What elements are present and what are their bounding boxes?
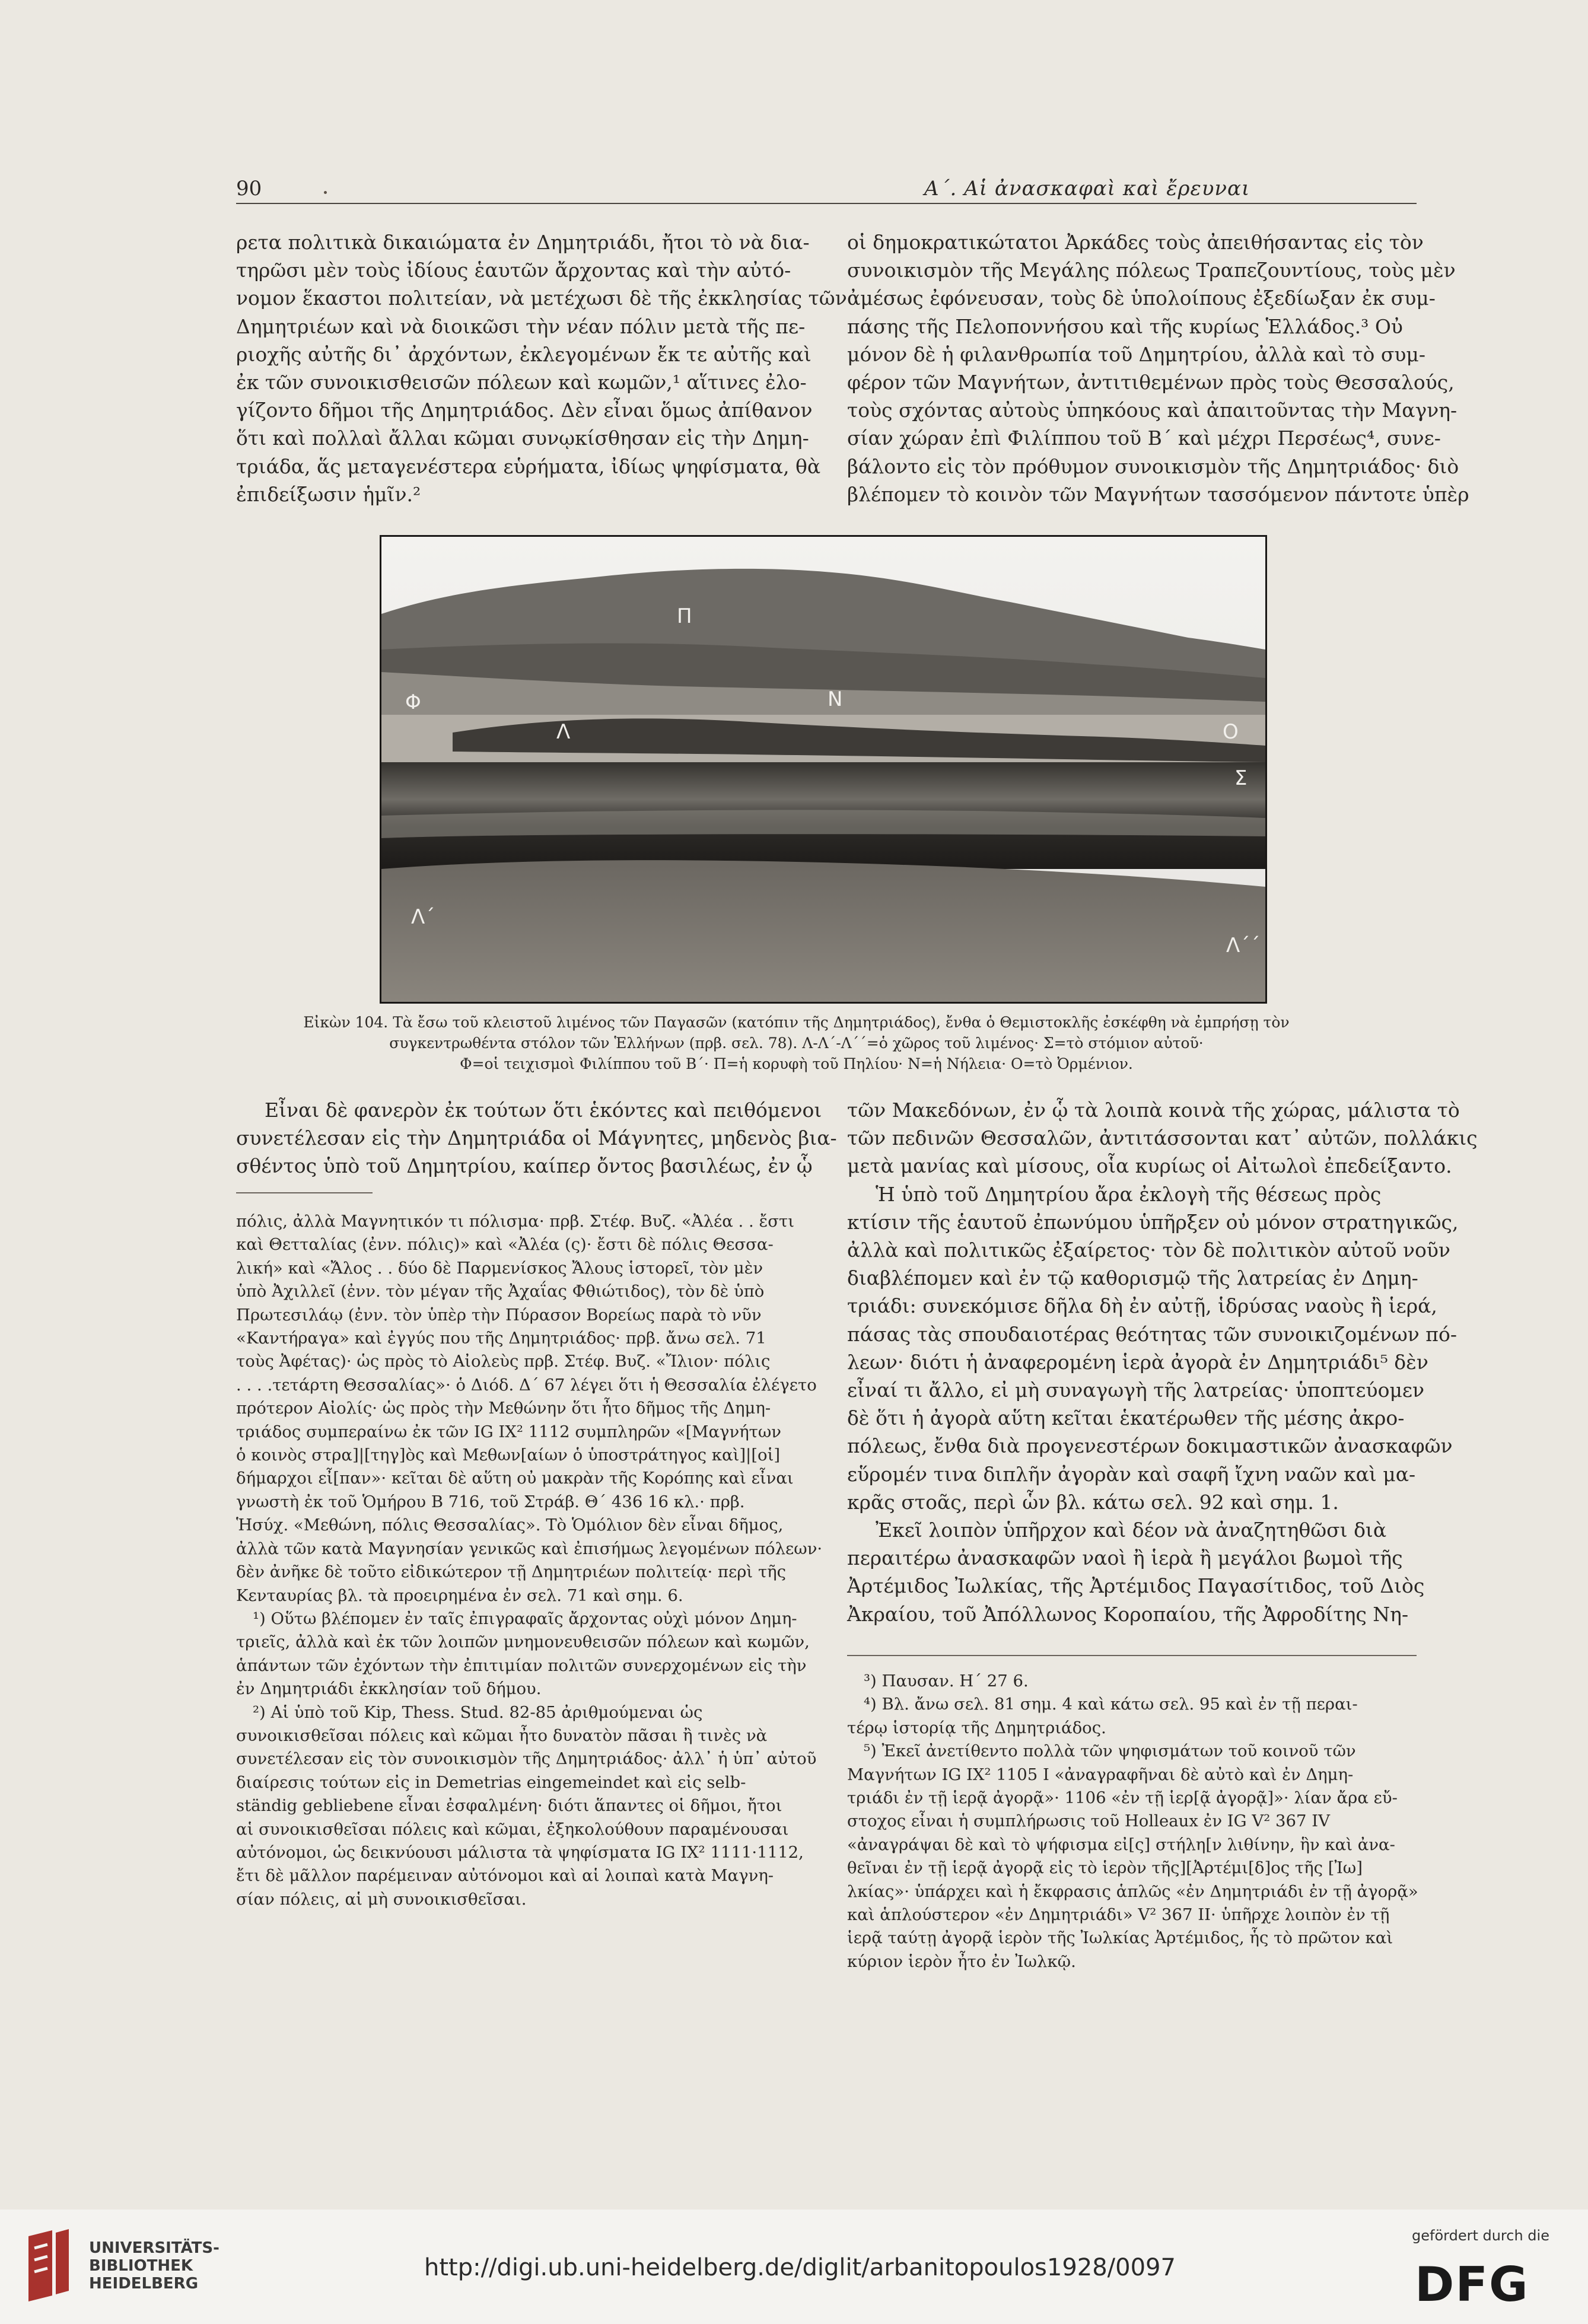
digital-object-url[interactable]: http://digi.ub.uni-heidelberg.de/diglit/arbanitopoulos1928/0097 [424, 2254, 1176, 2281]
library-name-line: UNIVERSITÄTS- [89, 2239, 219, 2257]
footnote-line: Ἡσύχ. «Μεθώνη, πόλις Θεσσαλίας». Τὸ Ὁμόλιον δὲν εἶναι δῆμος, [236, 1516, 784, 1535]
text-line: τριάδα, ἅς μεταγενέστερα εὑρήματα, ἰδίως ψηφίσματα, θὰ [236, 454, 821, 478]
label-lambda: Λ [556, 720, 571, 744]
footnote-line: ὁ κοινὸς στρα]|[τηγ]ὸς καὶ Μεθων[αίων ὁ ὑποστράτηγος καὶ]|[οἱ] [236, 1446, 781, 1465]
text-line: τριάδι: συνεκόμισε δῆλα δὴ ἐν αὐτῇ, ἱδρύσας ναοὺς ἢ ἱερά, [847, 1294, 1437, 1318]
footnote-rule [847, 1655, 1417, 1656]
text-line: ὅτι καὶ πολλαὶ ἄλλαι κῶμαι συνῳκίσθησαν εἰς τὴν Δημη- [236, 426, 809, 450]
ink-dot [324, 191, 327, 194]
footnote-line: ⁴) Βλ. ἄνω σελ. 81 σημ. 4 καὶ κάτω σελ. 95 καὶ ἐν τῇ περαι- [864, 1695, 1358, 1714]
label-phi: Φ [405, 690, 421, 714]
label-lambda-prime: Λ΄ [411, 905, 435, 929]
text-line: σίαν χώραν ἐπὶ Φιλίππου τοῦ Β΄ καὶ μέχρι Περσέως⁴, συνε- [847, 426, 1441, 450]
text-line: σθέντος ὑπὸ τοῦ Δημητρίου, καίπερ ὄντος βασιλέως, ἐν ᾧ [236, 1154, 813, 1178]
text-line: νομον ἕκαστοι πολιτείαν, νὰ μετέχωσι δὲ τῆς ἐκκλησίας τῶν [236, 286, 847, 310]
header-rule [236, 203, 1417, 204]
text-line: πόλεως, ἔνθα διὰ προγενεστέρων δοκιμαστικῶν ἀνασκαφῶν [847, 1434, 1453, 1458]
footnote-line: συνετέλεσαν εἰς τὸν συνοικισμὸν τῆς Δημητριάδος· ἀλλ᾽ ἡ ὑπ᾽ αὐτοῦ [236, 1749, 817, 1769]
paragraph [236, 1096, 837, 1180]
figure-caption [270, 1012, 1323, 1074]
footnote-line: ³) Παυσαν. Η΄ 27 6. [864, 1672, 1029, 1691]
footnote-line: Κενταυρίας βλ. τὰ προειρημένα ἐν σελ. 71 καὶ σημ. 6. [236, 1586, 683, 1605]
label-sigma: Σ [1234, 766, 1248, 790]
text-line: γίζοντο δῆμοι τῆς Δημητριάδος. Δὲν εἶναι ὅμως ἀπίθανον [236, 399, 813, 422]
text-line: λεων· διότι ἡ ἀναφερομένη ἱερὰ ἀγορὰ ἐν Δημητριάδι⁵ δὲν [847, 1350, 1428, 1374]
label-nu: Ν [828, 687, 843, 711]
footnotes-right [847, 1670, 1417, 1973]
footnote-line: θεῖναι ἐν τῇ ἱερᾷ ἀγορᾷ εἰς τὸ ἱερὸν τῆς][Ἀρτέμι[δ]ος τῆς [Ἰω] [847, 1858, 1363, 1878]
footnote-line: ὑπὸ Ἀχιλλεῖ (ἐνν. τὸν μέγαν τῆς Ἀχαΐας Φθιώτιδος), τὸν δὲ ὑπὸ [236, 1282, 765, 1301]
running-head [236, 177, 1417, 206]
text-line: ἐπιδείξωσιν ἡμῖν.² [236, 482, 421, 506]
text-line: κρᾶς στοᾶς, περὶ ὧν βλ. κάτω σελ. 92 καὶ σημ. 1. [847, 1490, 1339, 1514]
text-line: τηρῶσι μὲν τοὺς ἰδίους ἑαυτῶν ἄρχοντας καὶ τὴν αὐτό- [236, 259, 791, 282]
caption-line: συγκεντρωθέντα στόλον τῶν Ἑλλήνων (πρβ. σελ. 78). Λ-Λ΄-Λ΄΄=ὁ χῶρος τοῦ λιμένος· Σ=τὸ στόμιον αὐτοῦ· [389, 1034, 1204, 1052]
text-line: φέρον τῶν Μαγνήτων, ἀντιτιθεμένων πρὸς τοὺς Θεσσαλούς, [847, 371, 1455, 394]
footnote-line: «Καντήραγα» καὶ ἐγγύς που τῆς Δημητριάδος· πρβ. ἄνω σελ. 71 [236, 1329, 766, 1348]
column-left-top [236, 228, 847, 508]
text-line: πάσας τὰς σπουδαιοτέρας θεότητας τῶν συνοικιζομένων πό- [847, 1322, 1457, 1346]
footnote-line: ständig gebliebene εἶναι ἐσφαλμένη· διότι ἅπαντες οἱ δῆμοι, ἤτοι [236, 1796, 782, 1816]
footnote-line: διαίρεσις τούτων εἰς in Demetrias eingemeindet καὶ εἰς selb- [236, 1772, 746, 1792]
text-line: οἱ δημοκρατικώτατοι Ἀρκάδες τοὺς ἀπειθήσαντας εἰς τὸν [847, 231, 1424, 254]
page-number: 90 [236, 177, 262, 200]
footnote-line: δὲν ἀνῆκε δὲ τοῦτο εἰδικώτερον τῇ Δημητριέων πολιτείᾳ· περὶ τῆς [236, 1562, 787, 1582]
text-line: ἐκ τῶν συνοικισθεισῶν πόλεων καὶ κωμῶν,¹ αἵτινες ἐλο- [236, 371, 807, 394]
footnote-line: λκίας»· ὑπάρχει καὶ ἡ ἔκφρασις ἁπλῶς «ἐν Δημητριάδι ἐν τῇ ἀγορᾷ» [847, 1882, 1418, 1901]
paragraph [847, 1096, 1478, 1628]
footnote-line: ἁπάντων τῶν ἐχόντων τὴν ἐπιτιμίαν πολιτῶν συνερχομένων εἰς τὴν [236, 1656, 807, 1675]
footnote-line: Μαγνήτων IG IX² 1105 I «ἀναγραφῆναι δὲ αὐτὸ καὶ ἐν Δημη- [847, 1765, 1354, 1784]
paragraph [236, 228, 847, 508]
text-line: συνετέλεσαν εἰς τὴν Δημητριάδα οἱ Μάγνητες, μηδενὸς βια- [236, 1126, 837, 1150]
footnote-line: . . . .τετάρτη Θεσσαλίας»· ὁ Διόδ. Δ΄ 67 λέγει ὅτι ἡ Θεσσαλία ἐλέγετο [236, 1375, 817, 1395]
footnote-line: τριάδος συμπεραίνω ἐκ τῶν IG IX² 1112 συμπληρῶν «[Μαγνήτων [236, 1422, 782, 1441]
text-line: Ἀκραίου, τοῦ Ἀπόλλωνος Κοροπαίου, τῆς Ἀφροδίτης Νη- [847, 1602, 1409, 1626]
footnote-line: καὶ Θετταλίας (ἐνν. πόλις)» καὶ «Ἀλέα (ς)· ἔστι δὲ πόλις Θεσσα- [236, 1235, 774, 1255]
text-line: ριοχῆς αὐτῆς δι᾽ ἀρχόντων, ἐκλεγομένων ἔκ τε αὐτῆς καὶ [236, 342, 811, 366]
label-lambda-double-prime: Λ΄΄ [1226, 934, 1261, 957]
footnote-line: ¹) Οὕτω βλέπομεν ἐν ταῖς ἐπιγραφαῖς ἄρχοντας οὐχὶ μόνον Δημη- [253, 1609, 797, 1628]
caption-line: Φ=οἱ τειχισμοὶ Φιλίππου τοῦ Β΄· Π=ἡ κορυφὴ τοῦ Πηλίου· Ν=ἡ Νήλεια· Ο=τὸ Ὀρμένιον. [460, 1055, 1133, 1072]
text-line: Ἀρτέμιδος Ἰωλκίας, τῆς Ἀρτέμιδος Παγασίτιδος, τοῦ Διὸς [847, 1574, 1425, 1598]
footnote-line: σίαν πόλεις, αἱ μὴ συνοικισθεῖσαι. [236, 1889, 527, 1909]
text-line: Δημητριέων καὶ νὰ διοικῶσι τὴν νέαν πόλιν μετὰ τῆς πε- [236, 314, 806, 338]
footnote-line: καὶ ἁπλούστερον «ἐν Δημητριάδι» V² 367 II· ὑπῆρχε λοιπὸν ἐν τῇ [847, 1905, 1390, 1925]
text-line: εὕρομέν τινα διπλῆν ἀγορὰν καὶ σαφῆ ἴχνη ναῶν καὶ μα- [847, 1462, 1416, 1486]
footnote-line: αἱ συνοικισθεῖσαι πόλεις καὶ κῶμαι, ἐξηκολούθουν παραμένουσαι [236, 1819, 789, 1839]
label-pi: Π [677, 604, 692, 628]
library-name-line: BIBLIOTHEK [89, 2257, 193, 2275]
text-line: ἀμέσως ἐφόνευσαν, τοὺς δὲ ὑπολοίπους ἐξεδίωξαν ἐκ συμ- [847, 286, 1436, 310]
text-line: τῶν Μακεδόνων, ἐν ᾧ τὰ λοιπὰ κοινὰ τῆς χώρας, μάλιστα τὸ [847, 1099, 1460, 1122]
foreground-marsh [381, 860, 1265, 1002]
text-line: διαβλέπομεν καὶ ἐν τῷ καθορισμῷ τῆς λατρείας ἐν Δημη- [847, 1266, 1418, 1290]
text-line: Ἐκεῖ λοιπὸν ὑπῆρχον καὶ δέον νὰ ἀναζητηθῶσι διὰ [876, 1518, 1387, 1542]
text-line: μετὰ μανίας καὶ μίσους, οἷα κυρίως οἱ Αἰτωλοὶ ἐπεδείξαντο. [847, 1154, 1452, 1178]
footnote-line: ἐν Δημητριάδι ἐκκλησίαν τοῦ δήμου. [236, 1679, 542, 1699]
footnote-line: ἱερᾷ ταύτῃ ἀγορᾷ ἱερὸν τῆς Ἰωλκίας Ἀρτέμιδος, ἧς τὸ πρῶτον καὶ [847, 1928, 1393, 1948]
section-title: Α΄. Αἱ ἀνασκαφαὶ καὶ ἔρευναι [924, 177, 1250, 200]
harbor-photograph [380, 535, 1267, 1004]
text-line: περαιτέρω ἀνασκαφῶν ναοὶ ἢ ἱερὰ ἢ μεγάλοι βωμοὶ τῆς [847, 1546, 1403, 1570]
footnote-line: συνοικισθεῖσαι πόλεις καὶ κῶμαι ἦτο δυνατὸν πᾶσαι ἢ τινὲς νὰ [236, 1726, 768, 1745]
footnote-line: πόλις, ἀλλὰ Μαγνητικόν τι πόλισμα· πρβ. Στέφ. Βυζ. «Ἀλέα . . ἔστι [236, 1212, 795, 1231]
footnote-line: ⁵) Ἐκεῖ ἀνετίθεντο πολλὰ τῶν ψηφισμάτων τοῦ κοινοῦ τῶν [864, 1742, 1356, 1761]
column-left-middle [236, 1096, 837, 1180]
text-line: ρετα πολιτικὰ δικαιώματα ἐν Δημητριάδι, ἤτοι τὸ νὰ δια- [236, 231, 810, 254]
text-line: εἶναί τι ἄλλο, εἰ μὴ συναγωγὴ τῆς λατρείας· ὑποπτεύομεν [847, 1379, 1425, 1402]
dfg-logo: DFG [1415, 2257, 1529, 2312]
label-omicron: Ο [1223, 720, 1239, 744]
footnote-line: ἀλλὰ τῶν κατὰ Μαγνησίαν γενικῶς καὶ ἐπισήμως λεγομένων πόλεων· [236, 1539, 823, 1558]
photo-illustration [381, 537, 1265, 1002]
footnote-line: ἔτι δὲ μᾶλλον παρέμειναν αὐτόνομοι καὶ αἱ λοιπαὶ κατὰ Μαγνη- [236, 1866, 774, 1886]
footnote-line: δήμαρχοι εἶ[παν»· κεῖται δὲ αὕτη οὐ μακρὰν τῆς Κορόπης καὶ εἶναι [236, 1469, 794, 1488]
paragraph [847, 228, 1469, 508]
text-line: δὲ ὅτι ἡ ἀγορὰ αὕτη κεῖται ἑκατέρωθεν τῆς μέσης ἀκρο- [847, 1406, 1405, 1430]
text-line: τῶν πεδινῶν Θεσσαλῶν, ἀντιτάσσονται κατ᾽ αὐτῶν, πολλάκις [847, 1126, 1478, 1150]
footnote-line: τοὺς Ἀφέτας)· ὡς πρὸς τὸ Αἰολεὺς πρβ. Στέφ. Βυζ. «Ἴλιον· πόλις [236, 1352, 771, 1371]
text-line: Ἡ ὑπὸ τοῦ Δημητρίου ἄρα ἐκλογὴ τῆς θέσεως πρὸς [876, 1182, 1382, 1206]
text-line: Εἶναι δὲ φανερὸν ἐκ τούτων ὅτι ἑκόντες καὶ πειθόμενοι [265, 1099, 822, 1122]
footnote-line: ²) Αἱ ὑπὸ τοῦ Kip, Thess. Stud. 82-85 ἀριθμούμεναι ὡς [253, 1702, 703, 1722]
caption-line: Εἰκὼν 104. Τὰ ἔσω τοῦ κλειστοῦ λιμένος τῶν Παγασῶν (κατόπιν τῆς Δημητριάδος), ἔνθα ὁ Θεμιστοκλῆς ἐσκέφθη νὰ ἐμπρήσῃ τὸν [303, 1014, 1290, 1031]
footnote-line: κύριον ἱερὸν ἦτο ἐν Ἰωλκῷ. [847, 1951, 1076, 1971]
column-right-middle [847, 1096, 1478, 1628]
footnote-line: Πρωτεσιλάῳ (ἐνν. τὸν ὑπὲρ τὴν Πύρασον Βορείως παρὰ τὸ νῦν [236, 1305, 762, 1325]
funding-note: gefördert durch die [1412, 2227, 1549, 2244]
footnote-line: γνωστὴ ἐκ τοῦ Ὁμήρου Β 716, τοῦ Στράβ. Θ΄ 436 16 κλ.· πρβ. [236, 1492, 745, 1511]
footnote-line: τριάδι ἐν τῇ ἱερᾷ ἀγορᾷ»· 1106 «ἐν τῇ ἱερ[ᾷ ἀγορᾷ]»· λίαν ἄρα εὔ- [847, 1788, 1398, 1808]
text-line: τοὺς σχόντας αὐτοὺς ὑπηκόους καὶ ἀπαιτοῦντας τὴν Μαγνη- [847, 399, 1457, 422]
university-library-logo-icon [17, 2224, 76, 2307]
footnote-line: στοχος εἶναι ἡ συμπλήρωσις τοῦ Holleaux ἐν IG V² 367 IV [847, 1812, 1330, 1831]
footnotes-left [236, 1210, 823, 1911]
text-line: βλέπομεν τὸ κοινὸν τῶν Μαγνήτων τασσόμενον πάντοτε ὑπὲρ [847, 482, 1469, 506]
reflection [381, 810, 1265, 838]
footnote-line: τέρῳ ἱστορίᾳ τῆς Δημητριάδος. [847, 1718, 1106, 1737]
text-line: βάλοντο εἰς τὸν πρόθυμον συνοικισμὸν τῆς Δημητριάδος· διὸ [847, 454, 1459, 478]
footnote-line: «ἀναγράψαι δὲ καὶ τὸ ψήφισμα εἰ[ς] στήλη[ν λιθίνην, ἣν καὶ ἀνα- [847, 1835, 1395, 1854]
text-line: κτίσιν τῆς ἑαυτοῦ ἐπωνύμου ὑπῆρξεν οὐ μόνον στρατηγικῶς, [847, 1210, 1459, 1234]
text-line: συνοικισμὸν τῆς Μεγάλης πόλεως Τραπεζουντίους, τοὺς μὲν [847, 259, 1456, 282]
footnote-line: λική» καὶ «Ἄλος . . δύο δὲ Παρμενίσκος Ἄλους ἱστορεῖ, τὸν μὲν [236, 1258, 763, 1278]
text-line: πάσης τῆς Πελοποννήσου καὶ τῆς κυρίως Ἑλλάδος.³ Οὐ [847, 314, 1403, 338]
text-line: ἀλλὰ καὶ πολιτικῶς ἐξαίρετος· τὸν δὲ πολιτικὸν αὐτοῦ νοῦν [847, 1239, 1450, 1262]
footnote-line: αὐτόνομοι, ὡς δεικνύουσι μάλιστα τὰ ψηφίσματα IG IX² 1111·1112, [236, 1842, 804, 1862]
library-name [89, 2239, 219, 2293]
text-line: μόνον δὲ ἡ φιλανθρωπία τοῦ Δημητρίου, ἀλλὰ καὶ τὸ συμ- [847, 342, 1426, 366]
library-name-line: HEIDELBERG [89, 2275, 199, 2293]
footnote-rule [236, 1192, 373, 1193]
column-right-top [847, 228, 1469, 508]
footnote-line: τριεῖς, ἀλλὰ καὶ ἐκ τῶν λοιπῶν μνημονευθεισῶν πόλεων καὶ κωμῶν, [236, 1632, 810, 1652]
footnote-line: πρότερον Αἰολίς· ὡς πρὸς τὴν Μεθώνην ὅτι ἦτο δῆμος τῆς Δημη- [236, 1399, 771, 1418]
